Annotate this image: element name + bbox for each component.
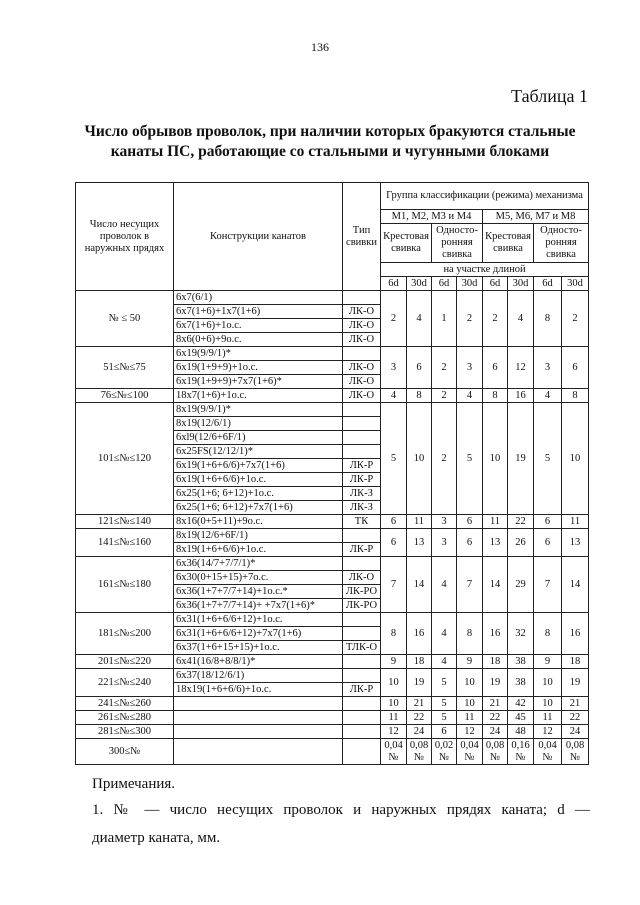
break-count-value: 10 [457, 697, 483, 711]
twist-type: ЛК-Р [343, 543, 381, 557]
twist-type: ТЛК-О [343, 641, 381, 655]
break-count-value: 6 [534, 515, 562, 529]
break-count-value: 13 [483, 529, 508, 557]
break-count-value: 12 [508, 347, 534, 389]
header-6d: 6d [432, 277, 457, 291]
header-cross-2: Крестовая свивка [483, 224, 534, 263]
twist-type [343, 725, 381, 739]
break-count-value: 0,04 № [381, 739, 407, 765]
break-count-value: 6 [432, 725, 457, 739]
table-row [76, 739, 589, 765]
break-count-value: 21 [483, 697, 508, 711]
wire-count-range: 261≤№≤280 [76, 711, 174, 725]
twist-type [343, 403, 381, 417]
break-count-value: 2 [432, 403, 457, 515]
break-count-value: 10 [407, 403, 432, 515]
break-count-value: 8 [483, 389, 508, 403]
header-group-m1-m4: M1, M2, M3 и M4 [381, 210, 483, 224]
wire-count-range: 281≤№≤300 [76, 725, 174, 739]
wire-breaks-table [75, 182, 589, 765]
rope-construction: 6x31(1+6+6/6+12)+1o.c. [174, 613, 343, 627]
break-count-value: 0,04 № [457, 739, 483, 765]
rope-construction: 6x7(1+6)+1o.c. [174, 319, 343, 333]
break-count-value: 19 [407, 669, 432, 697]
break-count-value: 26 [508, 529, 534, 557]
break-count-value: 7 [534, 557, 562, 613]
break-count-value: 14 [407, 557, 432, 613]
table-row [76, 529, 589, 543]
twist-type: ЛК-РО [343, 585, 381, 599]
table-row [76, 557, 589, 571]
break-count-value: 0,08 № [562, 739, 589, 765]
break-count-value: 7 [457, 557, 483, 613]
break-count-value: 14 [562, 557, 589, 613]
rope-construction [174, 697, 343, 711]
break-count-value: 9 [381, 655, 407, 669]
rope-construction: 8x16(0+5+11)+9o.c. [174, 515, 343, 529]
rope-construction: 6x31(1+6+6/6+12)+7x7(1+6) [174, 627, 343, 641]
break-count-value: 19 [562, 669, 589, 697]
note-1-line-2: диаметр каната, мм. [92, 830, 221, 846]
break-count-value: 24 [562, 725, 589, 739]
twist-type: ЛК-О [343, 333, 381, 347]
break-count-value: 0,04 № [534, 739, 562, 765]
break-count-value: 11 [534, 711, 562, 725]
break-count-value: 4 [432, 557, 457, 613]
break-count-value: 7 [381, 557, 407, 613]
break-count-value: 24 [483, 725, 508, 739]
table-row [76, 697, 589, 711]
header-onesided-1: Односто-ронняя свивка [432, 224, 483, 263]
wire-count-range: 76≤№≤100 [76, 389, 174, 403]
break-count-value: 8 [407, 389, 432, 403]
break-count-value: 2 [381, 291, 407, 347]
rope-construction [174, 725, 343, 739]
break-count-value: 10 [483, 403, 508, 515]
header-30d: 30d [457, 277, 483, 291]
rope-construction: 6x7(6/1) [174, 291, 343, 305]
break-count-value: 8 [381, 613, 407, 655]
rope-construction: 6x19(9/9/1)* [174, 347, 343, 361]
break-count-value: 5 [432, 711, 457, 725]
rope-construction: 8x6(0+6)+9o.c. [174, 333, 343, 347]
break-count-value: 22 [562, 711, 589, 725]
break-count-value: 9 [534, 655, 562, 669]
twist-type: ЛК-О [343, 375, 381, 389]
break-count-value: 16 [483, 613, 508, 655]
note-1-line-1: 1. № — число несущих проволок и наружных прядях каната; d — [92, 802, 590, 818]
break-count-value: 4 [457, 389, 483, 403]
break-count-value: 11 [457, 711, 483, 725]
break-count-value: 8 [562, 389, 589, 403]
break-count-value: 22 [508, 515, 534, 529]
wire-count-range: 161≤№≤180 [76, 557, 174, 613]
twist-type [343, 291, 381, 305]
break-count-value: 3 [432, 529, 457, 557]
break-count-value: 6 [534, 529, 562, 557]
break-count-value: 11 [483, 515, 508, 529]
break-count-value: 16 [562, 613, 589, 655]
header-section-length: на участке длиной [381, 263, 589, 277]
break-count-value: 12 [381, 725, 407, 739]
break-count-value: 19 [508, 403, 534, 515]
twist-type [343, 431, 381, 445]
twist-type: ЛК-О [343, 389, 381, 403]
break-count-value: 0,08 № [483, 739, 508, 765]
table-row [76, 515, 589, 529]
wire-count-range: № ≤ 50 [76, 291, 174, 347]
header-30d: 30d [407, 277, 432, 291]
rope-construction: 6x25FS(12/12/1)* [174, 445, 343, 459]
rope-construction: 6x19(1+6+6/6)+1o.c. [174, 473, 343, 487]
header-construction: Конструкции канатов [174, 183, 343, 291]
break-count-value: 45 [508, 711, 534, 725]
break-count-value: 10 [381, 669, 407, 697]
wire-count-range: 181≤№≤200 [76, 613, 174, 655]
twist-type [343, 529, 381, 543]
break-count-value: 38 [508, 655, 534, 669]
break-count-value: 10 [457, 669, 483, 697]
twist-type: ЛК-Р [343, 459, 381, 473]
break-count-value: 3 [432, 515, 457, 529]
twist-type: ЛК-Р [343, 473, 381, 487]
rope-construction: 6x7(1+6)+1x7(1+6) [174, 305, 343, 319]
break-count-value: 3 [534, 347, 562, 389]
rope-construction: 6xl9(12/6+6F/1) [174, 431, 343, 445]
break-count-value: 8 [534, 613, 562, 655]
table-row [76, 403, 589, 417]
break-count-value: 6 [407, 347, 432, 389]
wire-count-range: 300≤№ [76, 739, 174, 765]
twist-type [343, 697, 381, 711]
twist-type: ЛК-О [343, 571, 381, 585]
table-row [76, 655, 589, 669]
rope-construction: 6x19(1+9+9)+1o.c. [174, 361, 343, 375]
rope-construction: 18x19(1+6+6/6)+1o.c. [174, 683, 343, 697]
break-count-value: 2 [432, 389, 457, 403]
rope-construction: 6x36(1+7+7/7+14)+1o.c.* [174, 585, 343, 599]
break-count-value: 8 [534, 291, 562, 347]
table-row [76, 389, 589, 403]
break-count-value: 6 [381, 529, 407, 557]
header-6d: 6d [483, 277, 508, 291]
break-count-value: 4 [508, 291, 534, 347]
rope-construction: 6x25(1+6; 6+12)+7x7(1+6) [174, 501, 343, 515]
break-count-value: 18 [407, 655, 432, 669]
page-number: 136 [311, 40, 329, 54]
rope-construction: 6x19(1+9+9)+7x7(1+6)* [174, 375, 343, 389]
break-count-value: 42 [508, 697, 534, 711]
twist-type [343, 445, 381, 459]
twist-type: ЛК-Р [343, 683, 381, 697]
rope-construction: 8x19(12/6/1) [174, 417, 343, 431]
header-twist-type: Тип свивки [343, 183, 381, 291]
break-count-value: 11 [407, 515, 432, 529]
break-count-value: 12 [457, 725, 483, 739]
table-row [76, 711, 589, 725]
break-count-value: 1 [432, 291, 457, 347]
break-count-value: 18 [562, 655, 589, 669]
twist-type: ЛК-З [343, 487, 381, 501]
table-row [76, 725, 589, 739]
notes-title: Примечания. [92, 776, 176, 792]
rope-construction: 6x37(18/12/6/1) [174, 669, 343, 683]
header-6d: 6d [381, 277, 407, 291]
break-count-value: 2 [562, 291, 589, 347]
break-count-value: 8 [457, 613, 483, 655]
break-count-value: 22 [483, 711, 508, 725]
break-count-value: 18 [483, 655, 508, 669]
header-30d: 30d [562, 277, 589, 291]
header-cross-1: Крестовая свивка [381, 224, 432, 263]
wire-count-range: 141≤№≤160 [76, 529, 174, 557]
table-row [76, 669, 589, 683]
wire-count-range: 241≤№≤260 [76, 697, 174, 711]
break-count-value: 13 [562, 529, 589, 557]
rope-construction: 8x19(1+6+6/6)+1o.c. [174, 543, 343, 557]
wire-count-range: 221≤№≤240 [76, 669, 174, 697]
rope-construction [174, 739, 343, 765]
break-count-value: 4 [432, 613, 457, 655]
break-count-value: 2 [432, 347, 457, 389]
break-count-value: 14 [483, 557, 508, 613]
rope-construction: 6x36(1+7+7/7+14)+ +7x7(1+6)* [174, 599, 343, 613]
break-count-value: 9 [457, 655, 483, 669]
break-count-value: 48 [508, 725, 534, 739]
break-count-value: 12 [534, 725, 562, 739]
break-count-value: 3 [457, 347, 483, 389]
twist-type [343, 613, 381, 627]
break-count-value: 16 [407, 613, 432, 655]
break-count-value: 13 [407, 529, 432, 557]
break-count-value: 10 [534, 669, 562, 697]
break-count-value: 6 [457, 529, 483, 557]
table-body [76, 291, 589, 765]
break-count-value: 11 [381, 711, 407, 725]
break-count-value: 16 [508, 389, 534, 403]
twist-type: ЛК-З [343, 501, 381, 515]
twist-type [343, 627, 381, 641]
break-count-value: 4 [381, 389, 407, 403]
break-count-value: 5 [457, 403, 483, 515]
table-label: Таблица 1 [511, 86, 588, 106]
break-count-value: 10 [534, 697, 562, 711]
rope-construction: 18x7(1+6)+1o.c. [174, 389, 343, 403]
break-count-value: 0,08 № [407, 739, 432, 765]
wire-count-range: 101≤№≤120 [76, 403, 174, 515]
rope-construction [174, 711, 343, 725]
break-count-value: 5 [534, 403, 562, 515]
header-group: Группа классификации (режима) механизма [381, 183, 589, 210]
break-count-value: 32 [508, 613, 534, 655]
rope-construction: 6x19(1+6+6/6)+7x7(1+6) [174, 459, 343, 473]
break-count-value: 2 [457, 291, 483, 347]
break-count-value: 22 [407, 711, 432, 725]
twist-type [343, 557, 381, 571]
break-count-value: 6 [483, 347, 508, 389]
break-count-value: 0,16 № [508, 739, 534, 765]
twist-type: ТК [343, 515, 381, 529]
break-count-value: 24 [407, 725, 432, 739]
title-line-1: Число обрывов проволок, при наличии которых бракуются стальные [84, 123, 576, 140]
rope-construction: 6x30(0+15+15)+7o.c. [174, 571, 343, 585]
break-count-value: 29 [508, 557, 534, 613]
break-count-value: 10 [562, 403, 589, 515]
break-count-value: 3 [381, 347, 407, 389]
break-count-value: 11 [562, 515, 589, 529]
header-onesided-2: Односто-ронняя свивка [534, 224, 589, 263]
rope-construction: 6x37(1+6+15+15)+1o.c. [174, 641, 343, 655]
break-count-value: 38 [508, 669, 534, 697]
break-count-value: 4 [407, 291, 432, 347]
break-count-value: 6 [381, 515, 407, 529]
twist-type [343, 417, 381, 431]
twist-type [343, 711, 381, 725]
wire-count-range: 51≤№≤75 [76, 347, 174, 389]
table-row [76, 291, 589, 305]
break-count-value: 21 [562, 697, 589, 711]
twist-type: ЛК-О [343, 319, 381, 333]
header-6d: 6d [534, 277, 562, 291]
break-count-value: 19 [483, 669, 508, 697]
twist-type [343, 739, 381, 765]
table-row [76, 347, 589, 361]
rope-construction: 8x19(12/6+6F/1) [174, 529, 343, 543]
twist-type: ЛК-РО [343, 599, 381, 613]
title-line-2: канаты ПС, работающие со стальными и чугунными блоками [110, 143, 550, 160]
table-title [60, 122, 600, 162]
rope-construction: 6x41(16/8+8/8/1)* [174, 655, 343, 669]
twist-type [343, 669, 381, 683]
break-count-value: 5 [432, 669, 457, 697]
wire-count-range: 121≤№≤140 [76, 515, 174, 529]
twist-type: ЛК-О [343, 305, 381, 319]
rope-construction: 6x25(1+6; 6+12)+1o.c. [174, 487, 343, 501]
break-count-value: 4 [534, 389, 562, 403]
break-count-value: 6 [457, 515, 483, 529]
table-row [76, 613, 589, 627]
break-count-value: 4 [432, 655, 457, 669]
header-wires-count: Число несущих проволок в наружных прядях [76, 183, 174, 291]
twist-type: ЛК-О [343, 361, 381, 375]
twist-type [343, 347, 381, 361]
break-count-value: 10 [381, 697, 407, 711]
rope-construction: 8x19(9/9/1)* [174, 403, 343, 417]
wire-count-range: 201≤№≤220 [76, 655, 174, 669]
break-count-value: 0,02 № [432, 739, 457, 765]
header-group-m5-m8: M5, M6, M7 и M8 [483, 210, 589, 224]
break-count-value: 5 [432, 697, 457, 711]
header-30d: 30d [508, 277, 534, 291]
break-count-value: 6 [562, 347, 589, 389]
rope-construction: 6x36(14/7+7/7/1)* [174, 557, 343, 571]
break-count-value: 5 [381, 403, 407, 515]
break-count-value: 2 [483, 291, 508, 347]
break-count-value: 21 [407, 697, 432, 711]
twist-type [343, 655, 381, 669]
